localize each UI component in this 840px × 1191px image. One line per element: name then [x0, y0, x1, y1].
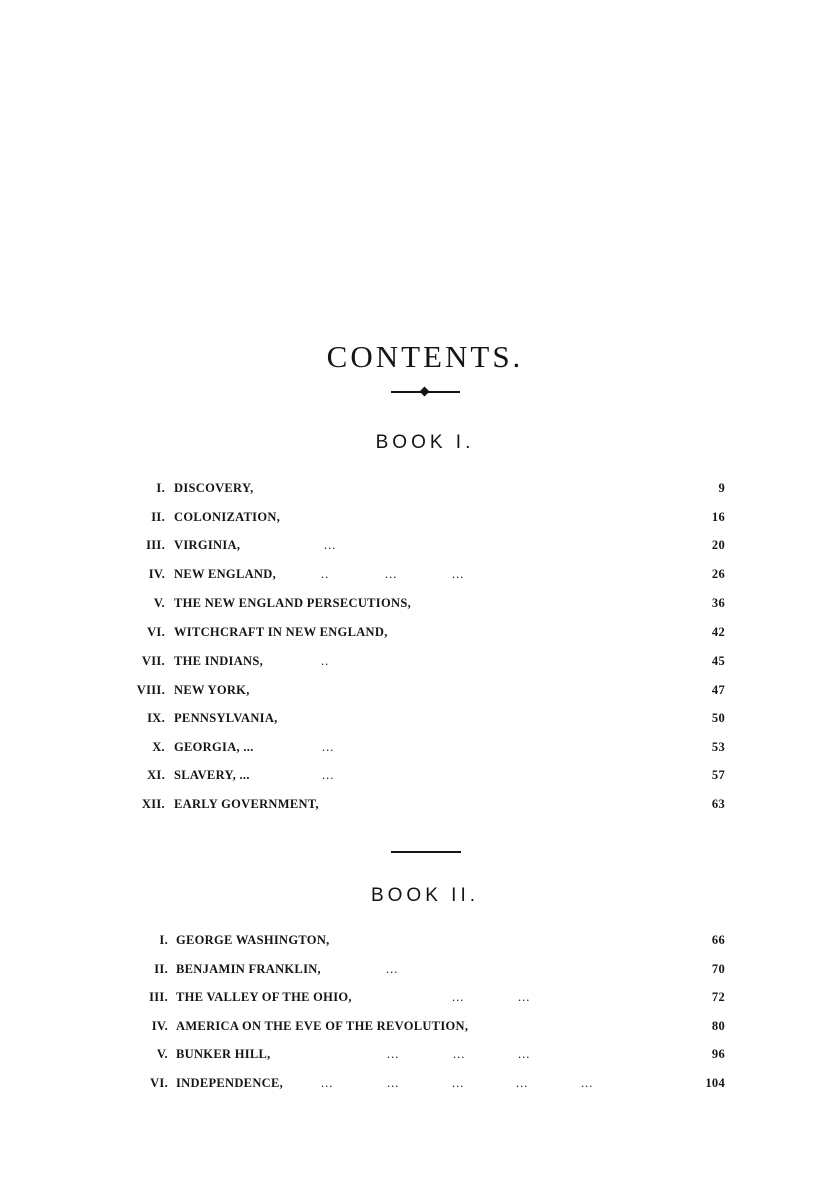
chapter-number: VIII. [136, 683, 165, 697]
chapter-number: VI. [150, 1076, 168, 1090]
page-number: 36 [711, 596, 725, 610]
chapter-number: X. [152, 740, 165, 754]
chapter-title: THE NEW ENGLAND PERSECUTIONS, [174, 596, 411, 610]
page-number: 80 [711, 1019, 725, 1033]
page-number: 20 [711, 538, 725, 552]
chapter-number: I. [156, 481, 165, 495]
page-number: 96 [711, 1047, 725, 1061]
dot-leader: ... [386, 962, 399, 976]
chapter-number: IV. [148, 567, 165, 581]
page-number: 9 [718, 481, 725, 495]
dot-leader: ... [324, 538, 337, 552]
book-2-heading: BOOK II. [370, 885, 480, 906]
chapter-title: INDEPENDENCE, [176, 1076, 284, 1090]
toc-entry [0, 625, 840, 643]
toc-entry [0, 510, 840, 528]
chapter-number: I. [159, 933, 168, 947]
dot-leader: ... [518, 1047, 531, 1061]
page-number: 26 [711, 567, 725, 581]
chapter-number: III. [146, 538, 165, 552]
chapter-number: XII. [141, 797, 165, 811]
chapter-title: DISCOVERY, [174, 481, 254, 495]
chapter-title: NEW ENGLAND, [174, 567, 276, 581]
dot-leader: ... [322, 768, 335, 782]
dot-leader: ... [452, 567, 465, 581]
dot-leader: .. [321, 567, 330, 581]
toc-entry [0, 683, 840, 701]
chapter-title: VIRGINIA, [174, 538, 241, 552]
toc-entry [0, 933, 840, 951]
page-title: CONTENTS. [326, 338, 524, 374]
dot-leader: ... [518, 990, 531, 1004]
toc-entry [0, 990, 840, 1008]
chapter-number: IX. [147, 711, 165, 725]
dot-leader: ... [581, 1076, 594, 1090]
dot-leader: ... [452, 990, 465, 1004]
chapter-number: V. [156, 1047, 168, 1061]
chapter-title: THE INDIANS, [174, 654, 264, 668]
page-number: 70 [711, 962, 725, 976]
dot-leader: ... [452, 1076, 465, 1090]
chapter-title: BUNKER HILL, [176, 1047, 271, 1061]
dot-leader: ... [387, 1076, 400, 1090]
page-number: 47 [711, 683, 725, 697]
chapter-title: NEW YORK, [174, 683, 250, 697]
dot-leader: ... [387, 1047, 400, 1061]
page-number: 50 [711, 711, 725, 725]
page-number: 63 [711, 797, 725, 811]
dot-leader: ... [322, 740, 335, 754]
toc-entry [0, 1076, 840, 1094]
page-number: 53 [711, 740, 725, 754]
page-number: 16 [711, 510, 725, 524]
ornament-diamond [420, 387, 430, 397]
toc-entry [0, 654, 840, 672]
toc-entry [0, 567, 840, 585]
chapter-title: SLAVERY, ... [174, 768, 250, 782]
page-number: 42 [711, 625, 725, 639]
chapter-title: THE VALLEY OF THE OHIO, [176, 990, 352, 1004]
toc-entry [0, 1047, 840, 1065]
dot-leader: ... [516, 1076, 529, 1090]
chapter-title: BENJAMIN FRANKLIN, [176, 962, 321, 976]
chapter-number: II. [154, 962, 168, 976]
chapter-number: VII. [141, 654, 165, 668]
page-number: 57 [711, 768, 725, 782]
section-divider [391, 851, 461, 853]
page-number: 104 [705, 1076, 725, 1090]
page-number: 45 [711, 654, 725, 668]
toc-entry [0, 711, 840, 729]
chapter-title: WITCHCRAFT IN NEW ENGLAND, [174, 625, 388, 639]
toc-entry [0, 740, 840, 758]
chapter-title: GEORGE WASHINGTON, [176, 933, 330, 947]
chapter-title: EARLY GOVERNMENT, [174, 797, 319, 811]
chapter-number: V. [153, 596, 165, 610]
dot-leader: ... [453, 1047, 466, 1061]
toc-entry [0, 768, 840, 786]
chapter-number: VI. [147, 625, 165, 639]
book-1-heading: BOOK I. [375, 432, 475, 453]
toc-entry [0, 481, 840, 499]
dot-leader: .. [321, 654, 330, 668]
toc-entry [0, 538, 840, 556]
chapter-number: IV. [151, 1019, 168, 1033]
chapter-title: PENNSYLVANIA, [174, 711, 278, 725]
chapter-number: III. [149, 990, 168, 1004]
chapter-title: AMERICA ON THE EVE OF THE REVOLUTION, [176, 1019, 469, 1033]
chapter-number: II. [151, 510, 165, 524]
toc-entry [0, 962, 840, 980]
chapter-title: COLONIZATION, [174, 510, 281, 524]
page-number: 66 [711, 933, 725, 947]
toc-entry [0, 797, 840, 815]
toc-entry [0, 1019, 840, 1037]
page-number: 72 [711, 990, 725, 1004]
dot-leader: ... [321, 1076, 334, 1090]
chapter-number: XI. [147, 768, 165, 782]
dot-leader: ... [385, 567, 398, 581]
toc-entry [0, 596, 840, 614]
chapter-title: GEORGIA, ... [174, 740, 254, 754]
